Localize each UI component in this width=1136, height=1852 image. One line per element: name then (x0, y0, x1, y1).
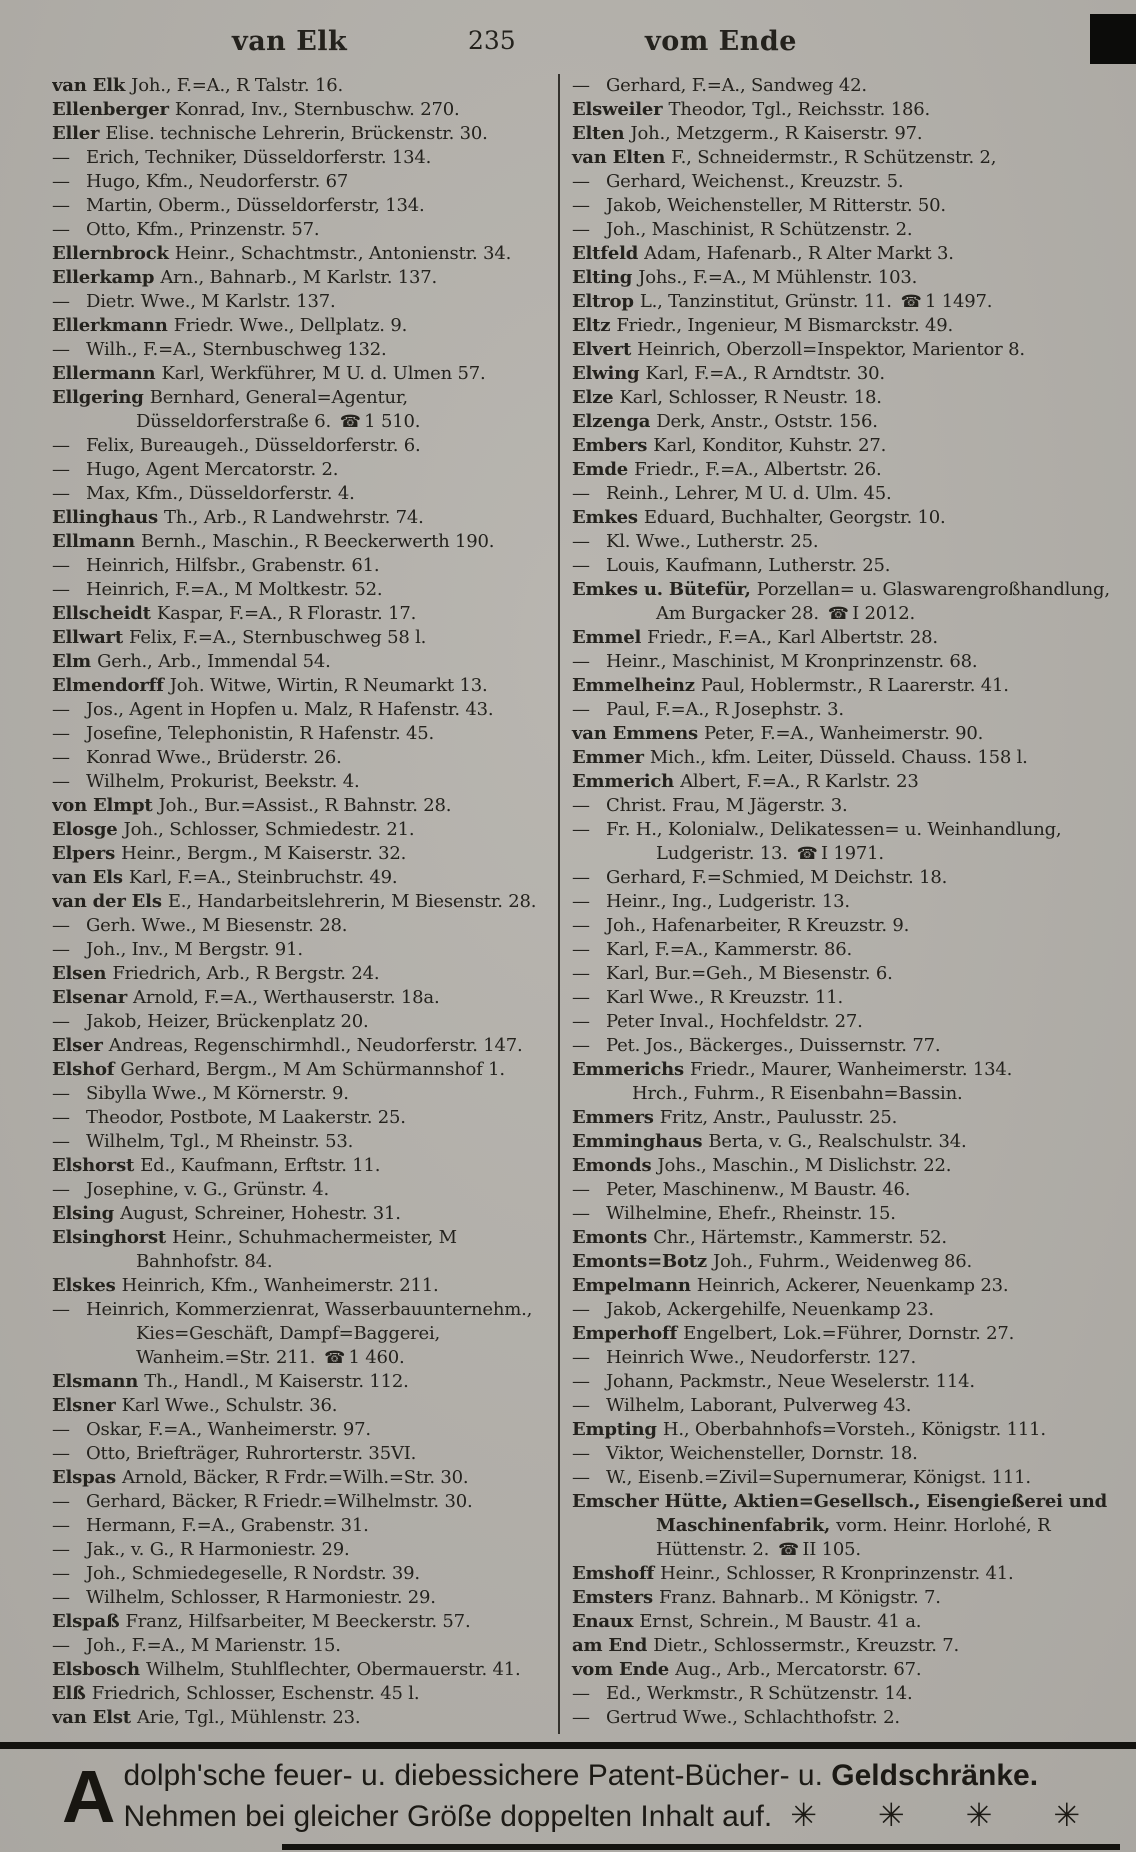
directory-entry: Elsinghorst Heinr., Schuhmachermeister, M Bahnhofstr. 84. (52, 1227, 457, 1272)
repeat-surname-dash: — (572, 1179, 590, 1200)
entry-surname: Elting (572, 267, 639, 288)
directory-entry: Elskes Heinrich, Kfm., Wanheimerstr. 211. (52, 1275, 439, 1296)
repeat-surname-dash: — (52, 1635, 70, 1656)
directory-entry: Elsweiler Theodor, Tgl., Reichsstr. 186. (572, 99, 930, 120)
directory-entry: van Emmens Peter, F.=A., Wanheimerstr. 90. (572, 723, 984, 744)
repeat-surname-dash: — (52, 699, 70, 720)
ad-line-1 (62, 1757, 1118, 1795)
directory-entry: van Elten F., Schneidermstr., R Schützenstr. 2, (572, 147, 997, 168)
repeat-surname-dash: — (52, 579, 70, 600)
telephone-icon: ☎ (324, 1348, 346, 1368)
directory-entry: — Jos., Agent in Hopfen u. Malz, R Hafenstr. 43. (52, 699, 494, 720)
entry-surname: Elspaß (52, 1611, 126, 1632)
directory-entry: Emminghaus Berta, v. G., Realschulstr. 34. (572, 1131, 967, 1152)
directory-entry: Elsen Friedrich, Arb., R Bergstr. 24. (52, 963, 380, 984)
directory-entry: Ellwart Felix, F.=A., Sternbuschweg 58 l. (52, 627, 427, 648)
advertisement-banner (0, 1742, 1136, 1852)
telephone-icon: ☎ (900, 292, 922, 312)
entry-surname: Elten (572, 123, 631, 144)
directory-entry: — Heinrich, F.=A., M Moltkestr. 52. (52, 579, 383, 600)
directory-column-right (560, 74, 1122, 1734)
directory-entry: Elsmann Th., Handl., M Kaiserstr. 112. (52, 1371, 409, 1392)
directory-entry: Elting Johs., F.=A., M Mühlenstr. 103. (572, 267, 918, 288)
repeat-surname-dash: — (572, 1203, 590, 1224)
bottom-border-rule (282, 1844, 1120, 1850)
entry-surname: Elsbosch (52, 1659, 146, 1680)
directory-entry: — Wilhelmine, Ehefr., Rheinstr. 15. (572, 1203, 896, 1224)
repeat-surname-dash: — (52, 1011, 70, 1032)
directory-entry: — Martin, Oberm., Düsseldorferstr, 134. (52, 195, 425, 216)
telephone-icon: ☎ (777, 1540, 799, 1560)
repeat-surname-dash: — (572, 555, 590, 576)
repeat-surname-dash: — (52, 747, 70, 768)
entry-surname: Ellgering (52, 387, 150, 408)
entry-surname: Enaux (572, 1611, 640, 1632)
entry-surname: Elser (52, 1035, 109, 1056)
ad-line1-bold-text: Geldschränke. (831, 1759, 1039, 1792)
directory-entry: — Konrad Wwe., Brüderstr. 26. (52, 747, 342, 768)
directory-entry: Eller Elise. technische Lehrerin, Brückenstr. 30. (52, 123, 488, 144)
directory-entry: — Karl, F.=A., Kammerstr. 86. (572, 939, 852, 960)
ad-line1-text: dolph'sche feuer- u. diebessichere Patent-Bücher- u. (123, 1759, 832, 1792)
directory-column-left (52, 74, 550, 1734)
entry-surname: Elsing (52, 1203, 121, 1224)
directory-entry: Elwing Karl, F.=A., R Arndtstr. 30. (572, 363, 885, 384)
directory-entry: van Elst Arie, Tgl., Mühlenstr. 23. (52, 1707, 361, 1728)
entry-surname: Eltfeld (572, 243, 645, 264)
directory-entry: Ellscheidt Kaspar, F.=A., R Florastr. 17. (52, 603, 417, 624)
repeat-surname-dash: — (52, 171, 70, 192)
directory-entry: — Theodor, Postbote, M Laakerstr. 25. (52, 1107, 406, 1128)
entry-surname: Ellwart (52, 627, 130, 648)
repeat-surname-dash: — (52, 1515, 70, 1536)
directory-entry: Enaux Ernst, Schrein., M Baustr. 41 a. (572, 1611, 922, 1632)
directory-entry: van der Els E., Handarbeitslehrerin, M Biesenstr. 28. (52, 891, 537, 912)
repeat-surname-dash: — (572, 75, 590, 96)
directory-entry: Hrch., Fuhrm., R Eisenbahn=Bassin. (632, 1083, 963, 1104)
entry-surname: Elsenar (52, 987, 134, 1008)
directory-entry: — Sibylla Wwe., M Körnerstr. 9. (52, 1083, 349, 1104)
repeat-surname-dash: — (52, 1131, 70, 1152)
entry-surname: Elß (52, 1683, 92, 1704)
directory-entry: Emonts=Botz Joh., Fuhrm., Weidenweg 86. (572, 1251, 973, 1272)
directory-entry: — Viktor, Weichensteller, Dornstr. 18. (572, 1443, 918, 1464)
entry-surname: Elsen (52, 963, 113, 984)
entry-surname: Elm (52, 651, 98, 672)
directory-entry: Elten Joh., Metzgerm., R Kaiserstr. 97. (572, 123, 923, 144)
entry-surname: Elsner (52, 1395, 122, 1416)
directory-entry: — Wilhelm, Tgl., M Rheinstr. 53. (52, 1131, 354, 1152)
entry-surname: Elshof (52, 1059, 121, 1080)
directory-entry: Emonds Johs., Maschin., M Dislichstr. 22. (572, 1155, 952, 1176)
directory-entry: — Joh., Inv., M Bergstr. 91. (52, 939, 303, 960)
directory-entry: — Johann, Packmstr., Neue Weselerstr. 114. (572, 1371, 975, 1392)
repeat-surname-dash: — (572, 987, 590, 1008)
entry-surname: Eltz (572, 315, 617, 336)
entry-surname: Elsinghorst (52, 1227, 173, 1248)
entry-surname: Emonts (572, 1227, 654, 1248)
directory-entry: Empelmann Heinrich, Ackerer, Neuenkamp 23. (572, 1275, 1009, 1296)
repeat-surname-dash: — (572, 915, 590, 936)
telephone-icon: ☎ (827, 604, 849, 624)
entry-surname: Emmelheinz (572, 675, 701, 696)
directory-entry: — Jakob, Ackergehilfe, Neuenkamp 23. (572, 1299, 934, 1320)
entry-surname: Emshoff (572, 1563, 661, 1584)
directory-entry: Emkes Eduard, Buchhalter, Georgstr. 10. (572, 507, 946, 528)
directory-entry: Elspas Arnold, Bäcker, R Frdr.=Wilh.=Str. 30. (52, 1467, 469, 1488)
directory-entry: Emde Friedr., F.=A., Albertstr. 26. (572, 459, 882, 480)
repeat-surname-dash: — (572, 219, 590, 240)
entry-surname: Elmendorff (52, 675, 170, 696)
repeat-surname-dash: — (572, 531, 590, 552)
directory-entry: Elser Andreas, Regenschirmhdl., Neudorferstr. 147. (52, 1035, 523, 1056)
repeat-surname-dash: — (52, 219, 70, 240)
directory-entry: — Heinrich, Hilfsbr., Grabenstr. 61. (52, 555, 380, 576)
repeat-surname-dash: — (52, 195, 70, 216)
entry-surname: Empting (572, 1419, 663, 1440)
directory-entry: — Gerhard, Bäcker, R Friedr.=Wilhelmstr. 30. (52, 1491, 473, 1512)
repeat-surname-dash: — (52, 1179, 70, 1200)
directory-entry: Elsner Karl Wwe., Schulstr. 36. (52, 1395, 338, 1416)
directory-entry: — Paul, F.=A., R Josephstr. 3. (572, 699, 844, 720)
repeat-surname-dash: — (52, 1539, 70, 1560)
telephone-number: ☎ II 105. (777, 1539, 861, 1560)
directory-entry: Emonts Chr., Härtemstr., Kammerstr. 52. (572, 1227, 947, 1248)
repeat-surname-dash: — (572, 1035, 590, 1056)
directory-entry: — Felix, Bureaugeh., Düsseldorferstr. 6. (52, 435, 421, 456)
directory-entry: — Joh., Schmiedegeselle, R Nordstr. 39. (52, 1563, 420, 1584)
directory-entry: — Heinr., Ing., Ludgeristr. 13. (572, 891, 850, 912)
directory-entry: Ellenberger Konrad, Inv., Sternbuschw. 270. (52, 99, 460, 120)
entry-surname: Emscher Hütte, Aktien=Gesellsch., Eisengießerei und Maschinenfabrik, (572, 1491, 1107, 1536)
telephone-number: ☎ 1 1497. (900, 291, 993, 312)
page-number: 235 (468, 26, 516, 55)
directory-entry: Ellerkmann Friedr. Wwe., Dellplatz. 9. (52, 315, 408, 336)
entry-surname: Elspas (52, 1467, 122, 1488)
telephone-number: ☎ 1 460. (324, 1347, 405, 1368)
directory-entry: — Wilhelm, Laborant, Pulverweg 43. (572, 1395, 912, 1416)
running-head-right: vom Ende (645, 26, 797, 57)
repeat-surname-dash: — (572, 699, 590, 720)
entry-surname: Elpers (52, 843, 122, 864)
repeat-surname-dash: — (572, 1011, 590, 1032)
directory-entry: — Karl, Bur.=Geh., M Biesenstr. 6. (572, 963, 893, 984)
repeat-surname-dash: — (572, 195, 590, 216)
entry-surname: Ellinghaus (52, 507, 164, 528)
entry-surname: Emde (572, 459, 635, 480)
repeat-surname-dash: — (52, 291, 70, 312)
directory-entry: — W., Eisenb.=Zivil=Supernumerar, Königst. 111. (572, 1467, 1031, 1488)
directory-entry: Elshorst Ed., Kaufmann, Erftstr. 11. (52, 1155, 381, 1176)
entry-surname: Emperhoff (572, 1323, 684, 1344)
directory-entry: Ellernbrock Heinr., Schachtmstr., Antonienstr. 34. (52, 243, 512, 264)
directory-entry: Emmerichs Friedr., Maurer, Wanheimerstr. 134. (572, 1059, 1013, 1080)
entry-surname: Emonts=Botz (572, 1251, 714, 1272)
directory-entry: Elvert Heinrich, Oberzoll=Inspektor, Marientor 8. (572, 339, 1025, 360)
repeat-surname-dash: — (52, 1563, 70, 1584)
directory-entry: — Wilhelm, Prokurist, Beekstr. 4. (52, 771, 360, 792)
directory-entry: — Josefine, Telephonistin, R Hafenstr. 45. (52, 723, 435, 744)
entry-surname: Elshorst (52, 1155, 141, 1176)
repeat-surname-dash: — (572, 1467, 590, 1488)
directory-entry: — Joh., Maschinist, R Schützenstr. 2. (572, 219, 913, 240)
directory-entry: — Oskar, F.=A., Wanheimerstr. 97. (52, 1419, 371, 1440)
entry-surname: Emmel (572, 627, 648, 648)
directory-entry: Emmer Mich., kfm. Leiter, Düsseld. Chauss. 158 l. (572, 747, 1028, 768)
entry-surname: am End (572, 1635, 654, 1656)
directory-entry: — Peter Inval., Hochfeldstr. 27. (572, 1011, 863, 1032)
repeat-surname-dash: — (572, 795, 590, 816)
directory-entry: Elshof Gerhard, Bergm., M Am Schürmannshof 1. (52, 1059, 505, 1080)
running-head-left: van Elk (232, 26, 348, 57)
directory-entry: — Louis, Kaufmann, Lutherstr. 25. (572, 555, 891, 576)
directory-entry: — Gerhard, F.=A., Sandweg 42. (572, 75, 867, 96)
entry-surname: Eltrop (572, 291, 640, 312)
directory-entry: — Reinh., Lehrer, M U. d. Ulm. 45. (572, 483, 892, 504)
directory-entry: — Fr. H., Kolonialw., Delikatessen= u. Weinhandlung, Ludgeristr. 13. ☎ I 1971. (572, 819, 1062, 864)
entry-surname: Emmers (572, 1107, 660, 1128)
page-header (0, 26, 1136, 66)
directory-entry: Elmendorff Joh. Witwe, Wirtin, R Neumarkt 13. (52, 675, 488, 696)
repeat-surname-dash: — (572, 939, 590, 960)
directory-entry: — Kl. Wwe., Lutherstr. 25. (572, 531, 819, 552)
repeat-surname-dash: — (572, 1707, 590, 1728)
repeat-surname-dash: — (52, 939, 70, 960)
directory-entry: — Jakob, Heizer, Brückenplatz 20. (52, 1011, 369, 1032)
directory-entry: Eltz Friedr., Ingenieur, M Bismarckstr. 49. (572, 315, 954, 336)
repeat-surname-dash: — (572, 1347, 590, 1368)
directory-entry: — Joh., F.=A., M Marienstr. 15. (52, 1635, 341, 1656)
repeat-surname-dash: — (52, 1587, 70, 1608)
directory-entry: Elsbosch Wilhelm, Stuhlflechter, Obermauerstr. 41. (52, 1659, 521, 1680)
ad-asterisks: ✳ ✳ ✳ ✳ (790, 1797, 1107, 1833)
entry-surname: Emkes (572, 507, 644, 528)
directory-entry: Emperhoff Engelbert, Lok.=Führer, Dornstr. 27. (572, 1323, 1015, 1344)
directory-entry: Elspaß Franz, Hilfsarbeiter, M Beeckerstr. 57. (52, 1611, 471, 1632)
entry-surname: Ellenberger (52, 99, 175, 120)
entry-surname: vom Ende (572, 1659, 676, 1680)
repeat-surname-dash: — (572, 1299, 590, 1320)
repeat-surname-dash: — (52, 1419, 70, 1440)
entry-surname: Elze (572, 387, 620, 408)
repeat-surname-dash: — (52, 723, 70, 744)
directory-entry: Ellermann Karl, Werkführer, M U. d. Ulmen 57. (52, 363, 486, 384)
repeat-surname-dash: — (572, 819, 590, 840)
repeat-surname-dash: — (572, 1371, 590, 1392)
ad-drop-cap: A (62, 1755, 116, 1838)
entry-surname: van Elk (52, 75, 132, 96)
directory-entry: — Pet. Jos., Bäckerges., Duissernstr. 77. (572, 1035, 941, 1056)
repeat-surname-dash: — (52, 435, 70, 456)
directory-entry: — Joh., Hafenarbeiter, R Kreuzstr. 9. (572, 915, 910, 936)
directory-entry: — Jakob, Weichensteller, M Ritterstr. 50. (572, 195, 946, 216)
repeat-surname-dash: — (572, 651, 590, 672)
directory-entry: Elsenar Arnold, F.=A., Werthauserstr. 18a. (52, 987, 440, 1008)
telephone-number: ☎ I 2012. (827, 603, 916, 624)
repeat-surname-dash: — (572, 867, 590, 888)
directory-entry: — Ed., Werkmstr., R Schützenstr. 14. (572, 1683, 913, 1704)
directory-entry: Ellmann Bernh., Maschin., R Beeckerwerth 190. (52, 531, 495, 552)
repeat-surname-dash: — (572, 1443, 590, 1464)
repeat-surname-dash: — (52, 483, 70, 504)
directory-entry: — Wilh., F.=A., Sternbuschweg 132. (52, 339, 387, 360)
entry-surname: van Emmens (572, 723, 705, 744)
directory-entry: — Heinr., Maschinist, M Kronprinzenstr. 68. (572, 651, 978, 672)
directory-entry: Ellgering Bernhard, General=Agentur, Düsseldorferstraße 6. ☎ 1 510. (52, 387, 421, 432)
entry-surname: Ellerkamp (52, 267, 161, 288)
directory-entry: — Hugo, Agent Mercatorstr. 2. (52, 459, 339, 480)
entry-surname: Elskes (52, 1275, 122, 1296)
directory-entry: Elzenga Derk, Anstr., Oststr. 156. (572, 411, 878, 432)
repeat-surname-dash: — (52, 1443, 70, 1464)
directory-entry: Embers Karl, Konditor, Kuhstr. 27. (572, 435, 887, 456)
directory-entry: Elm Gerh., Arb., Immendal 54. (52, 651, 331, 672)
repeat-surname-dash: — (52, 1083, 70, 1104)
directory-entry: — Otto, Briefträger, Ruhrorterstr. 35VI. (52, 1443, 417, 1464)
directory-entry: vom Ende Aug., Arb., Mercatorstr. 67. (572, 1659, 922, 1680)
entry-surname: Elsweiler (572, 99, 669, 120)
entry-surname: von Elmpt (52, 795, 159, 816)
repeat-surname-dash: — (52, 915, 70, 936)
telephone-icon: ☎ (796, 844, 818, 864)
directory-entry: — Erich, Techniker, Düsseldorferstr. 134. (52, 147, 432, 168)
repeat-surname-dash: — (52, 147, 70, 168)
directory-entry: — Hermann, F.=A., Grabenstr. 31. (52, 1515, 369, 1536)
directory-entry: — Wilhelm, Schlosser, R Harmoniestr. 29. (52, 1587, 436, 1608)
directory-entry: Emmers Fritz, Anstr., Paulusstr. 25. (572, 1107, 898, 1128)
entry-surname: Elosge (52, 819, 124, 840)
repeat-surname-dash: — (572, 171, 590, 192)
directory-entry: Elsing August, Schreiner, Hohestr. 31. (52, 1203, 401, 1224)
telephone-number: ☎ I 1971. (796, 843, 884, 864)
telephone-icon: ☎ (339, 412, 361, 432)
directory-entry: — Otto, Kfm., Prinzenstr. 57. (52, 219, 320, 240)
entry-surname: Emminghaus (572, 1131, 709, 1152)
entry-surname: Elzenga (572, 411, 657, 432)
directory-entry: — Gertrud Wwe., Schlachthofstr. 2. (572, 1707, 900, 1728)
directory-entry: Emsters Franz. Bahnarb.. M Königstr. 7. (572, 1587, 941, 1608)
entry-surname: Eller (52, 123, 106, 144)
directory-entry: Ellerkamp Arn., Bahnarb., M Karlstr. 137. (52, 267, 438, 288)
repeat-surname-dash: — (52, 339, 70, 360)
entry-surname: Emmerich (572, 771, 681, 792)
directory-entry: von Elmpt Joh., Bur.=Assist., R Bahnstr. 28. (52, 795, 452, 816)
repeat-surname-dash: — (52, 1299, 70, 1320)
directory-entry: Emkes u. Bütefür, Porzellan= u. Glaswarengroßhandlung, Am Burgacker 28. ☎ I 2012. (572, 579, 1110, 624)
ad-line2-text: Nehmen bei gleicher Größe doppelten Inhalt auf. (123, 1800, 773, 1833)
directory-entry: — Karl Wwe., R Kreuzstr. 11. (572, 987, 844, 1008)
repeat-surname-dash: — (572, 891, 590, 912)
directory-entry: Emmelheinz Paul, Hoblermstr., R Laarerstr. 41. (572, 675, 1009, 696)
directory-columns (52, 74, 1122, 1734)
entry-surname: Emsters (572, 1587, 659, 1608)
repeat-surname-dash: — (52, 555, 70, 576)
entry-surname: van Els (52, 867, 129, 888)
entry-surname: Elvert (572, 339, 638, 360)
directory-entry: Ellinghaus Th., Arb., R Landwehrstr. 74. (52, 507, 424, 528)
directory-entry: — Heinrich, Kommerzienrat, Wasserbauunternehm., Kies=Geschäft, Dampf=Baggerei, Wanheim.=Str. 211. ☎ 1 460. (52, 1299, 533, 1368)
entry-surname: van Elten (572, 147, 672, 168)
entry-surname: Ellmann (52, 531, 141, 552)
directory-entry: Emscher Hütte, Aktien=Gesellsch., Eisengießerei und Maschinenfabrik, vorm. Heinr. Horlohé, R Hüttenstr. 2. ☎ II 105. (572, 1491, 1107, 1560)
directory-entry: — Max, Kfm., Düsseldorferstr. 4. (52, 483, 355, 504)
directory-entry: Elosge Joh., Schlosser, Schmiedestr. 21. (52, 819, 415, 840)
directory-entry: Elze Karl, Schlosser, R Neustr. 18. (572, 387, 882, 408)
directory-entry: — Christ. Frau, M Jägerstr. 3. (572, 795, 848, 816)
directory-entry: — Heinrich Wwe., Neudorferstr. 127. (572, 1347, 917, 1368)
directory-entry: — Jak., v. G., R Harmoniestr. 29. (52, 1539, 350, 1560)
directory-entry: — Gerhard, Weichenst., Kreuzstr. 5. (572, 171, 904, 192)
ad-line-2 (62, 1795, 1118, 1837)
directory-entry: Emmerich Albert, F.=A., R Karlstr. 23 (572, 771, 919, 792)
directory-entry: Elpers Heinr., Bergm., M Kaiserstr. 32. (52, 843, 407, 864)
entry-surname: Ellerkmann (52, 315, 174, 336)
repeat-surname-dash: — (52, 771, 70, 792)
repeat-surname-dash: — (52, 459, 70, 480)
entry-surname: van Elst (52, 1707, 137, 1728)
directory-entry: am End Dietr., Schlossermstr., Kreuzstr. 7. (572, 1635, 960, 1656)
entry-surname: Ellernbrock (52, 243, 175, 264)
directory-entry: Eltrop L., Tanzinstitut, Grünstr. 11. ☎ 1 1497. (572, 291, 993, 312)
directory-entry: Eltfeld Adam, Hafenarb., R Alter Markt 3. (572, 243, 954, 264)
repeat-surname-dash: — (572, 1395, 590, 1416)
repeat-surname-dash: — (52, 1491, 70, 1512)
entry-surname: Elwing (572, 363, 646, 384)
entry-surname: Emmer (572, 747, 650, 768)
directory-entry: — Josephine, v. G., Grünstr. 4. (52, 1179, 329, 1200)
entry-surname: van der Els (52, 891, 168, 912)
entry-surname: Emmerichs (572, 1059, 691, 1080)
repeat-surname-dash: — (572, 1683, 590, 1704)
repeat-surname-dash: — (572, 963, 590, 984)
entry-surname: Ellermann (52, 363, 162, 384)
telephone-number: ☎ 1 510. (339, 411, 421, 432)
entry-surname: Empelmann (572, 1275, 697, 1296)
directory-entry: — Hugo, Kfm., Neudorferstr. 67 (52, 171, 349, 192)
repeat-surname-dash: — (572, 483, 590, 504)
directory-entry: Elß Friedrich, Schlosser, Eschenstr. 45 l. (52, 1683, 420, 1704)
directory-entry: Emmel Friedr., F.=A., Karl Albertstr. 28. (572, 627, 938, 648)
entry-surname: Ellscheidt (52, 603, 157, 624)
directory-entry: Emshoff Heinr., Schlosser, R Kronprinzenstr. 41. (572, 1563, 1014, 1584)
directory-entry: — Dietr. Wwe., M Karlstr. 137. (52, 291, 336, 312)
entry-surname: Elsmann (52, 1371, 145, 1392)
entry-surname: Emkes u. Bütefür, (572, 579, 757, 600)
entry-surname: Emonds (572, 1155, 658, 1176)
repeat-surname-dash: — (52, 1107, 70, 1128)
entry-surname: Embers (572, 435, 654, 456)
directory-entry: van Elk Joh., F.=A., R Talstr. 16. (52, 75, 343, 96)
directory-entry: van Els Karl, F.=A., Steinbruchstr. 49. (52, 867, 398, 888)
directory-entry: Empting H., Oberbahnhofs=Vorsteh., Königstr. 111. (572, 1419, 1046, 1440)
directory-entry: — Gerh. Wwe., M Biesenstr. 28. (52, 915, 348, 936)
directory-entry: — Peter, Maschinenw., M Baustr. 46. (572, 1179, 911, 1200)
directory-entry: — Gerhard, F.=Schmied, M Deichstr. 18. (572, 867, 948, 888)
